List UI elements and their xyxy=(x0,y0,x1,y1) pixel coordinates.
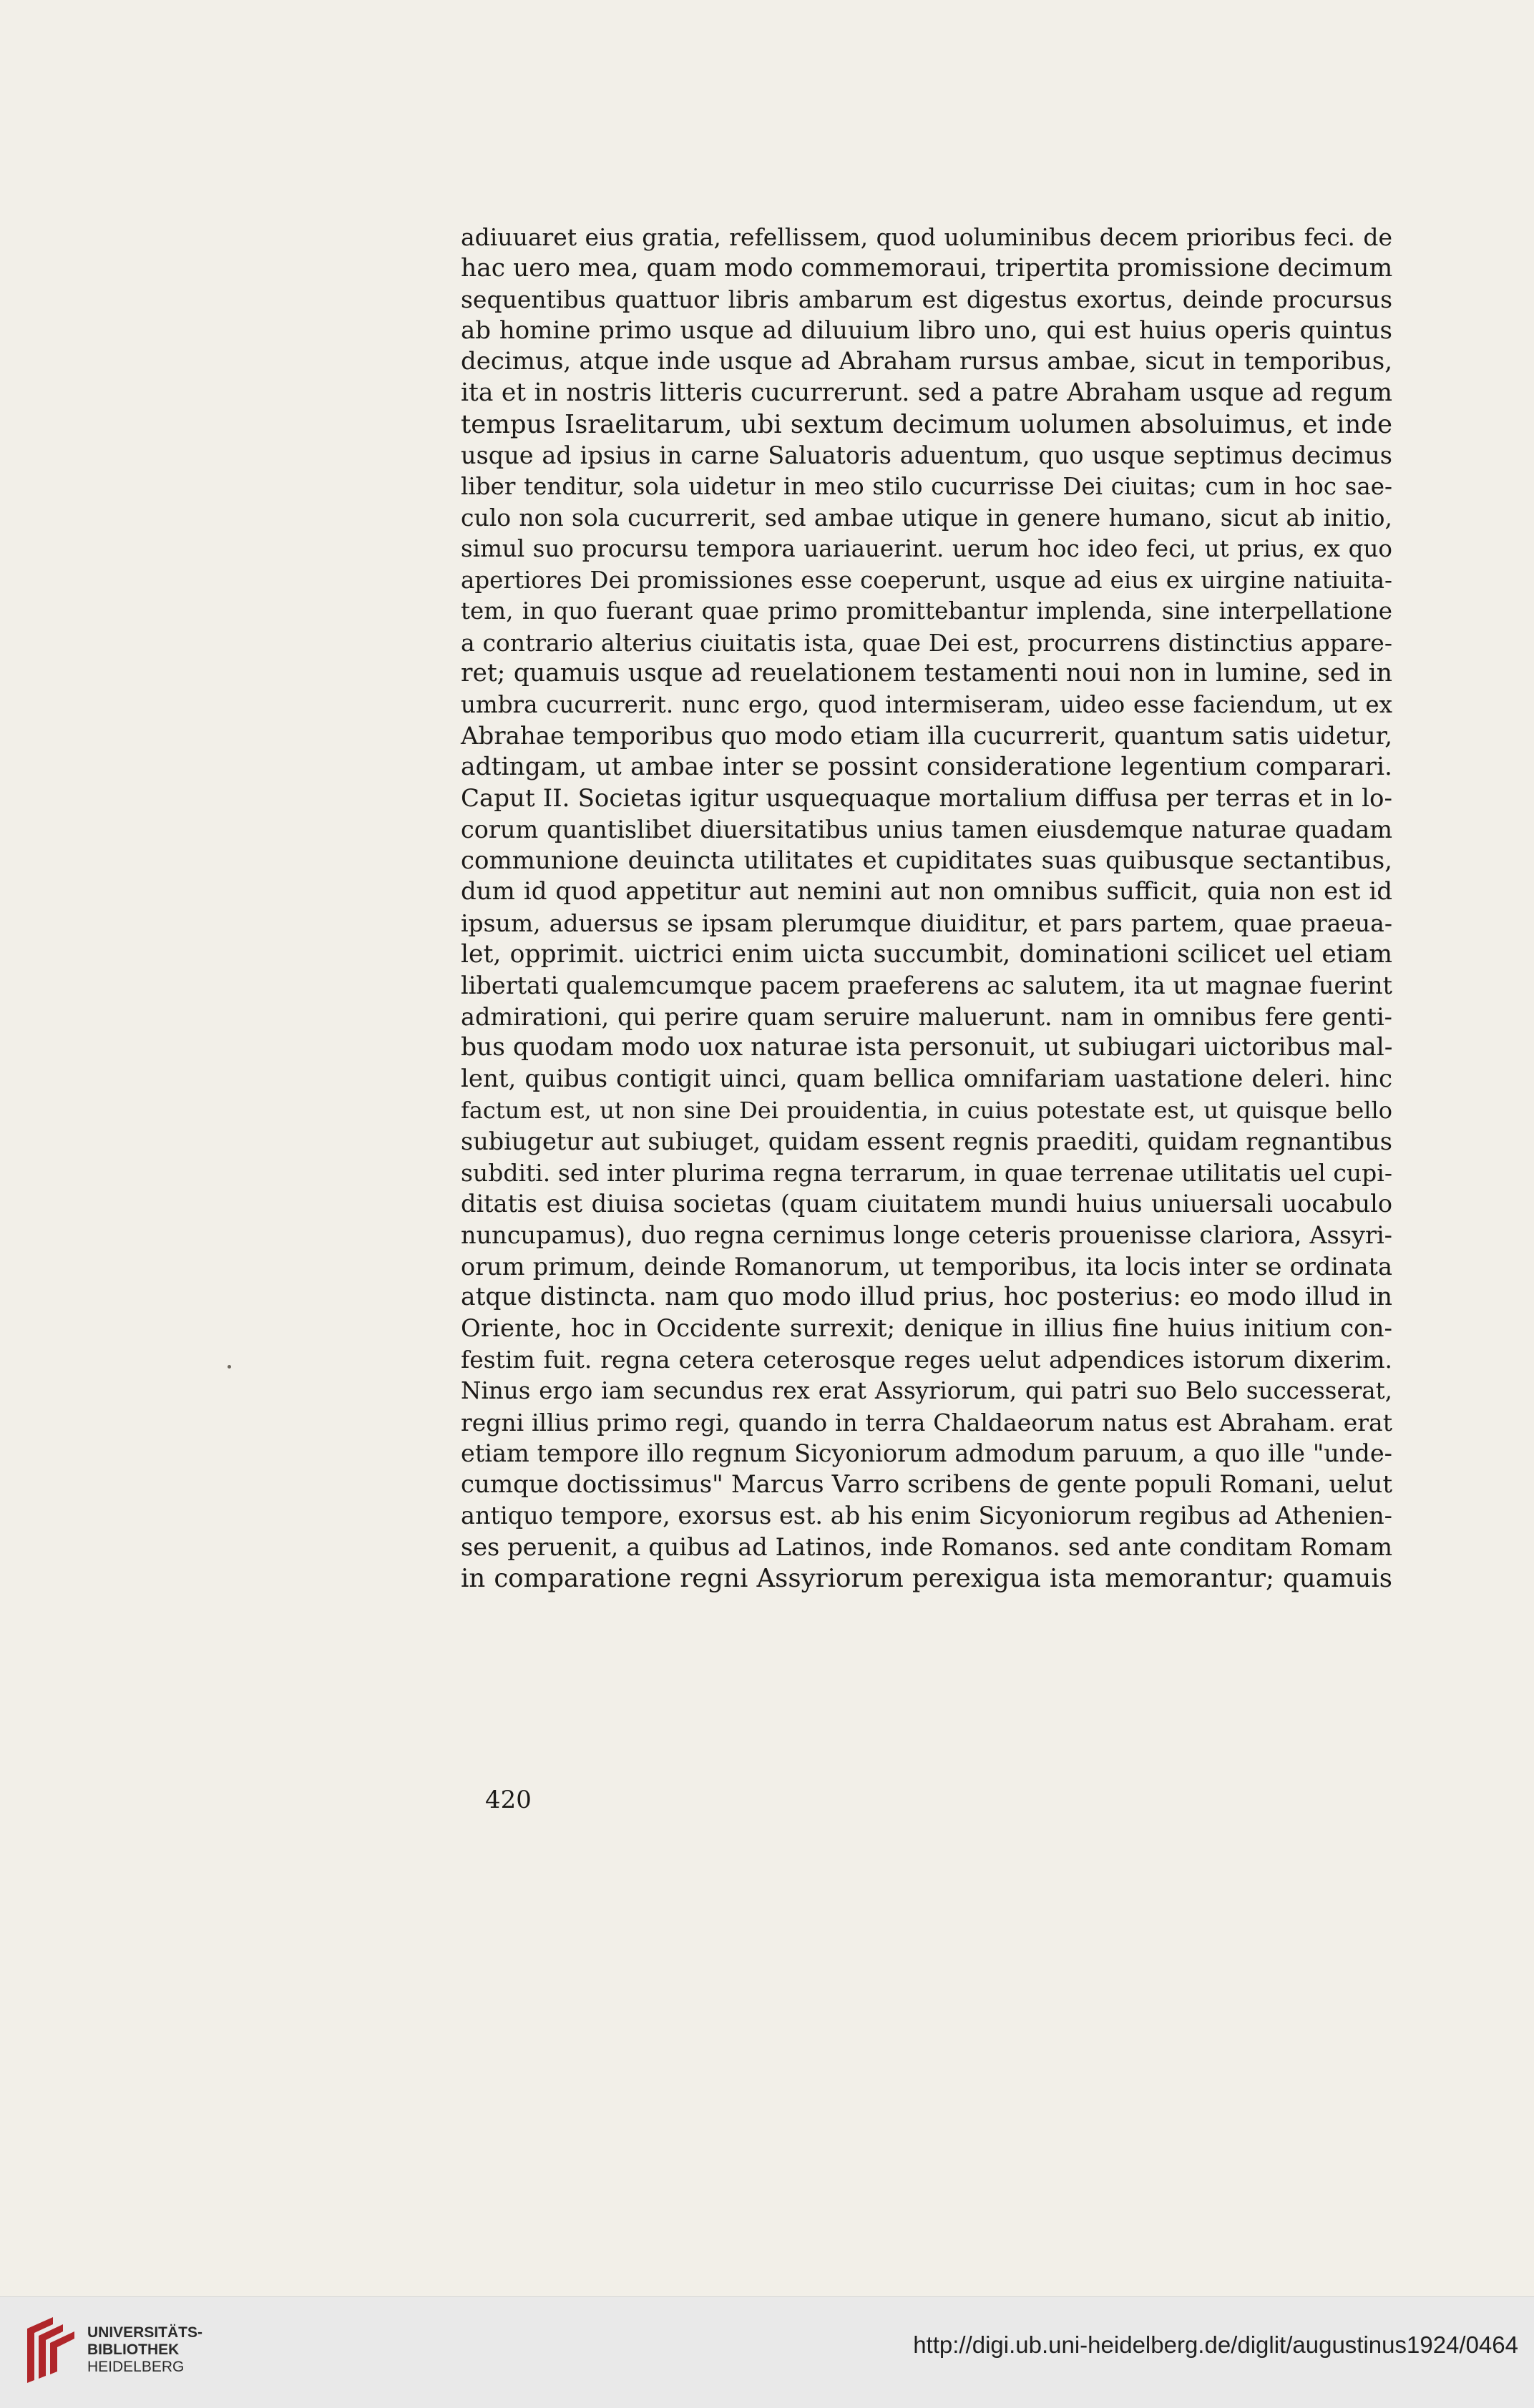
document-url[interactable]: http://digi.ub.uni-heidelberg.de/diglit/augustinus1924/0464 xyxy=(913,2331,1518,2358)
text-line: simul suo procursu tempora uariauerint. uerum hoc ideo feci, ut prius, ex quo xyxy=(461,534,1392,562)
text-line: liber tenditur, sola uidetur in meo stilo cucurrisse Dei ciuitas; cum in hoc sae- xyxy=(461,472,1392,500)
text-line: tempus Israelitarum, ubi sextum decimum uolumen absoluimus, et inde xyxy=(461,409,1392,439)
page-number: 420 xyxy=(485,1786,532,1814)
text-line: Ninus ergo iam secundus rex erat Assyriorum, qui patri suo Belo successerat, xyxy=(461,1376,1392,1404)
text-line: hac uero mea, quam modo commemoraui, tripertita promissione decimum xyxy=(461,253,1393,283)
text-line: culo non sola cucurrerit, sed ambae utique in genere humano, sicut ab initio, xyxy=(461,504,1392,532)
library-name-line3: HEIDELBERG xyxy=(87,2359,185,2375)
text-line: decimus, atque inde usque ad Abraham rursus ambae, sicut in temporibus, xyxy=(461,347,1392,376)
text-line: admirationi, qui perire quam seruire maluerunt. nam in omnibus fere genti- xyxy=(461,1002,1392,1031)
body-text xyxy=(461,222,1392,1594)
text-line: ita et in nostris litteris cucurrerunt. sed a patre Abraham usque ad regum xyxy=(461,378,1392,407)
text-line: apertiores Dei promissiones esse coeperunt, usque ad eius ex uirgine natiuita- xyxy=(461,566,1392,594)
library-name-line2: BIBLIOTHEK xyxy=(87,2341,180,2358)
text-line: usque ad ipsius in carne Saluatoris aduentum, quo usque septimus decimus xyxy=(461,441,1392,470)
text-line: sequentibus quattuor libris ambarum est digestus exortus, deinde procursus xyxy=(461,285,1392,314)
text-line: etiam tempore illo regnum Sicyoniorum admodum paruum, a quo ille "unde- xyxy=(461,1439,1392,1468)
text-line: lent, quibus contigit uinci, quam bellica omnifariam uastatione deleri. hinc xyxy=(461,1064,1392,1094)
text-line: a contrario alterius ciuitatis ista, quae Dei est, procurrens distinctius appare- xyxy=(461,628,1392,657)
text-line: festim fuit. regna cetera ceterosque reges uelut adpendices istorum dixerim. xyxy=(461,1346,1392,1374)
text-line: let, opprimit. uictrici enim uicta succumbit, dominationi scilicet uel etiam xyxy=(461,939,1392,969)
text-line: antiquo tempore, exorsus est. ab his enim Sicyoniorum regibus ad Athenien- xyxy=(461,1502,1392,1530)
text-line: atque distincta. nam quo modo illud prius, hoc posterius: eo modo illud in xyxy=(461,1283,1392,1312)
text-line: Oriente, hoc in Occidente surrexit; denique in illius fine huius initium con- xyxy=(461,1313,1392,1343)
library-name xyxy=(87,2324,202,2376)
text-line: ret; quamuis usque ad reuelationem testamenti noui non in lumine, sed in xyxy=(461,659,1392,688)
text-line: subiugetur aut subiuget, quidam essent regnis praediti, quidam regnantibus xyxy=(461,1127,1392,1156)
text-line: Abrahae temporibus quo modo etiam illa cucurrerit, quantum satis uidetur, xyxy=(461,721,1392,750)
text-line: corum quantislibet diuersitatibus unius tamen eiusdemque naturae quadam xyxy=(461,816,1392,844)
text-line: ditatis est diuisa societas (quam ciuitatem mundi huius uniuersali uocabulo xyxy=(461,1190,1392,1218)
text-line: communione deuincta utilitates et cupiditates suas quibusque sectantibus, xyxy=(461,846,1392,875)
text-line: regni illius primo regi, quando in terra Chaldaeorum natus est Abraham. erat xyxy=(461,1408,1392,1437)
margin-mark xyxy=(228,1365,231,1369)
text-line: adtingam, ut ambae inter se possint consideratione legentium comparari. xyxy=(461,753,1392,782)
text-line: bus quodam modo uox naturae ista personuit, ut subiugari uictoribus mal- xyxy=(461,1033,1393,1062)
text-line: orum primum, deinde Romanorum, ut temporibus, ita locis inter se ordinata xyxy=(461,1252,1392,1281)
text-line: ipsum, aduersus se ipsam plerumque diuiditur, et pars partem, quae praeua- xyxy=(461,909,1392,938)
text-line: umbra cucurrerit. nunc ergo, quod intermiseram, uideo esse faciendum, ut ex xyxy=(461,690,1392,718)
text-line: ab homine primo usque ad diluuium libro uno, qui est huius operis quintus xyxy=(461,315,1392,345)
text-line: libertati qualemcumque pacem praeferens ac salutem, ita ut magnae fuerint xyxy=(461,971,1392,1000)
text-line: nuncupamus), duo regna cernimus longe ceteris prouenisse clariora, Assyri- xyxy=(461,1221,1392,1249)
text-line: factum est, ut non sine Dei prouidentia, in cuius potestate est, ut quisque bello xyxy=(461,1096,1392,1124)
text-line: ses peruenit, a quibus ad Latinos, inde Romanos. sed ante conditam Romam xyxy=(461,1532,1392,1561)
text-line: dum id quod appetitur aut nemini aut non omnibus sufficit, quia non est id xyxy=(461,877,1392,906)
text-line: in comparatione regni Assyriorum perexigua ista memorantur; quamuis xyxy=(461,1563,1392,1593)
text-line: tem, in quo fuerant quae primo promittebantur implenda, sine interpellatione xyxy=(461,597,1392,625)
text-line: subditi. sed inter plurima regna terrarum, in quae terrenae utilitatis uel cupi- xyxy=(461,1158,1392,1187)
library-logo-icon xyxy=(21,2314,80,2386)
text-line: cumque doctissimus" Marcus Varro scribens de gente populi Romani, uelut xyxy=(461,1469,1392,1499)
viewer-footer xyxy=(0,2296,1534,2408)
text-line: adiuuaret eius gratia, refellissem, quod uoluminibus decem prioribus feci. de xyxy=(461,223,1392,251)
text-line: Caput II. Societas igitur usquequaque mortalium diffusa per terras et in lo- xyxy=(461,783,1392,813)
library-name-line1: UNIVERSITÄTS- xyxy=(87,2324,203,2341)
